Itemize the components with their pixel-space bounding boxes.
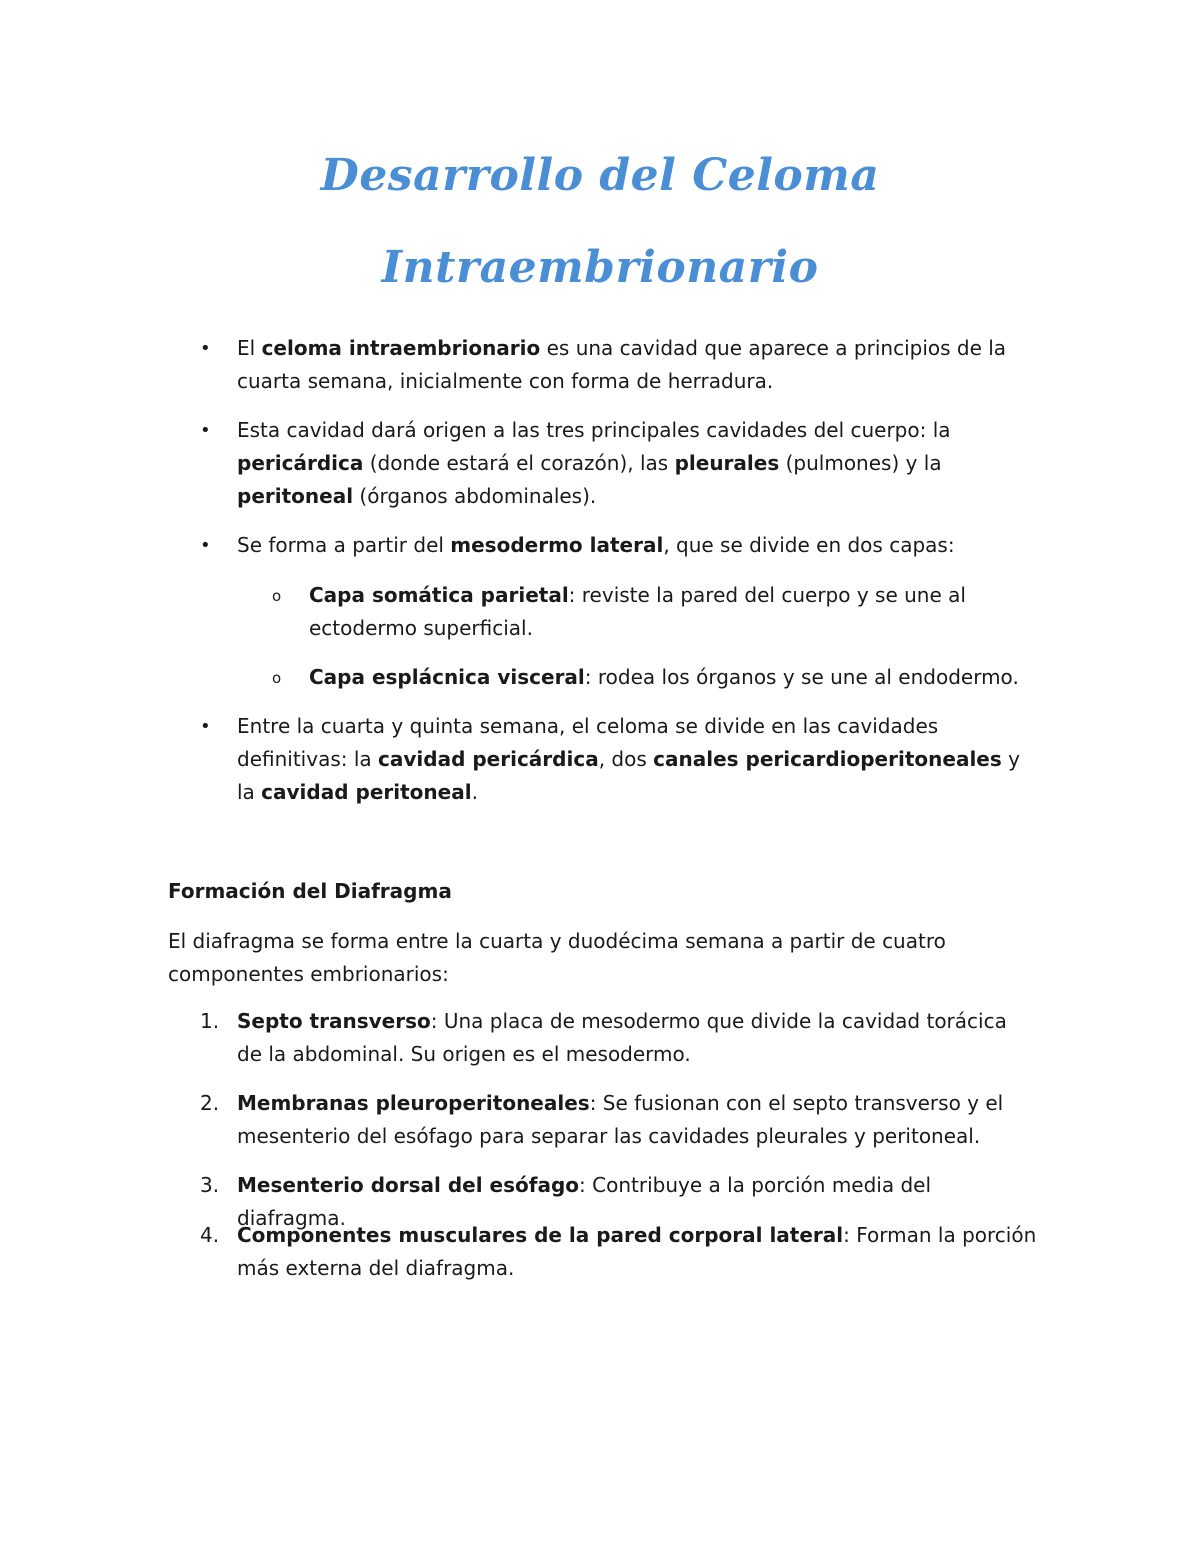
bold-term: Mesenterio dorsal del esófago <box>237 1173 580 1197</box>
bullet-text <box>237 332 1037 398</box>
numbered-item-text <box>237 1087 1037 1153</box>
bullet-text <box>237 710 1037 809</box>
text-run: es una cavidad que aparece a principios de la cuarta semana, inicialmente con forma de herradura. <box>237 336 1007 393</box>
sub-bullet-marker: o <box>272 669 282 687</box>
bold-term: celoma intraembrionario <box>261 336 541 360</box>
bold-term: Componentes musculares de la pared corporal lateral <box>237 1223 844 1247</box>
page-title-line-1: Desarrollo del Celoma <box>320 150 880 201</box>
text-run: El <box>237 336 262 360</box>
bullet-text <box>237 414 1037 513</box>
numbered-marker: 1. <box>200 1009 220 1033</box>
text-run: Esta cavidad dará origen a las tres principales cavidades del cuerpo: la <box>237 418 951 442</box>
bullet-marker: • <box>200 716 211 737</box>
sub-bullet-marker: o <box>272 587 282 605</box>
numbered-marker: 2. <box>200 1091 220 1115</box>
page-title-line-2: Intraembrionario <box>381 242 819 293</box>
bold-term: peritoneal <box>237 484 354 508</box>
bold-term: cavidad peritoneal <box>261 780 472 804</box>
numbered-item-text <box>237 1005 1037 1071</box>
text-run: y la <box>237 747 1020 804</box>
text-run: , que se divide en dos capas: <box>663 533 955 557</box>
bold-term: pericárdica <box>237 451 364 475</box>
text-run: : Una placa de mesodermo que divide la cavidad torácica de la abdominal. Su origen es el mesodermo. <box>237 1009 1007 1066</box>
bullet-marker: • <box>200 420 211 441</box>
text-run: Entre la cuarta y quinta semana, el celoma se divide en las cavidades definitivas: la <box>237 714 939 771</box>
bold-term: canales pericardioperitoneales <box>653 747 1002 771</box>
numbered-item-text <box>237 1219 1037 1285</box>
bullet-marker: • <box>200 338 211 359</box>
text-run: : Forman la porción más externa del diafragma. <box>237 1223 1037 1280</box>
bold-term: pleurales <box>674 451 780 475</box>
bullet-marker: • <box>200 535 211 556</box>
text-run: Se forma a partir del <box>237 533 451 557</box>
bullet-text <box>237 529 1037 562</box>
bold-term: mesodermo lateral <box>450 533 664 557</box>
bold-term: Capa esplácnica visceral <box>309 665 585 689</box>
sub-bullet-text <box>309 579 1029 645</box>
text-run: : rodea los órganos y se une al endodermo. <box>584 665 1019 689</box>
bold-term: Membranas pleuroperitoneales <box>237 1091 590 1115</box>
text-run: , dos <box>598 747 654 771</box>
text-run: : Se fusionan con el septo transverso y el mesenterio del esófago para separar las cavidades pleurales y peritoneal. <box>237 1091 1004 1148</box>
section-intro: El diafragma se forma entre la cuarta y duodécima semana a partir de cuatro componentes embrionarios: <box>168 929 946 986</box>
text-run: (donde estará el corazón), las <box>363 451 675 475</box>
text-run: (pulmones) y la <box>779 451 942 475</box>
bold-term: Septo transverso <box>237 1009 431 1033</box>
text-run: (órganos abdominales). <box>353 484 597 508</box>
section-heading: Formación del Diafragma <box>168 879 452 903</box>
sub-bullet-text <box>309 661 1029 694</box>
numbered-marker: 4. <box>200 1223 220 1247</box>
text-run: : Contribuye a la porción media del diafragma. <box>237 1173 932 1230</box>
text-run: : reviste la pared del cuerpo y se une al ectodermo superficial. <box>309 583 966 640</box>
bold-term: cavidad pericárdica <box>378 747 599 771</box>
text-run: . <box>471 780 478 804</box>
numbered-marker: 3. <box>200 1173 220 1197</box>
bold-term: Capa somática parietal <box>309 583 569 607</box>
